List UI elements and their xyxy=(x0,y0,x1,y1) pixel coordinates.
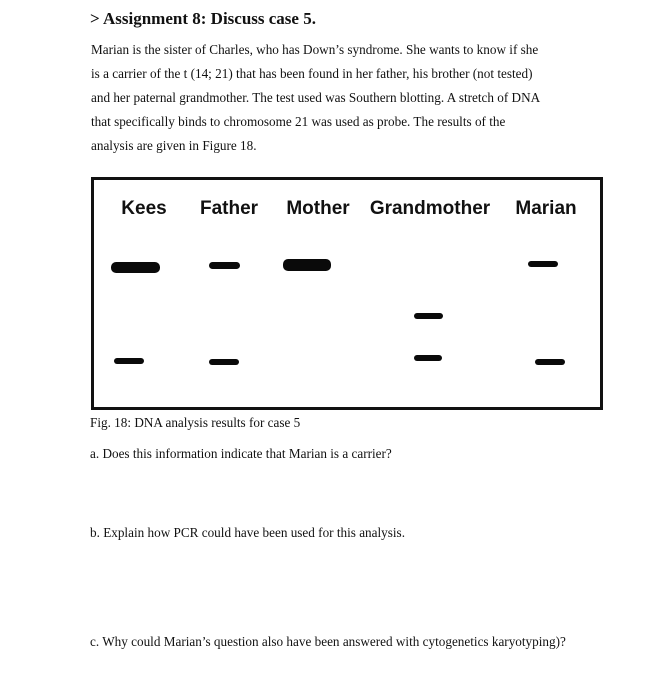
lane-label-grandmother: Grandmother xyxy=(369,198,491,219)
band-father-lower xyxy=(209,359,239,365)
band-mother-upper xyxy=(283,259,331,271)
band-kees-upper xyxy=(111,262,160,273)
lane-label-father: Father xyxy=(199,198,259,219)
southern-blot-figure xyxy=(91,177,603,410)
band-grandmother-middle xyxy=(414,313,443,319)
band-kees-lower xyxy=(114,358,144,364)
lane-label-kees: Kees xyxy=(121,198,167,219)
lane-label-mother: Mother xyxy=(286,198,350,219)
band-father-upper xyxy=(209,262,240,269)
paragraph-line: analysis are given in Figure 18. xyxy=(91,138,257,153)
paragraph-line: is a carrier of the t (14; 21) that has been found in her father, his brother (not tested) xyxy=(91,66,533,81)
case-description xyxy=(91,38,591,158)
assignment-heading: > Assignment 8: Discuss case 5. xyxy=(90,9,316,28)
question-c: c. Why could Marian’s question also have been answered with cytogenetics karyotyping)? xyxy=(90,634,566,649)
question-a: a. Does this information indicate that Marian is a carrier? xyxy=(90,446,392,461)
paragraph-line: that specifically binds to chromosome 21 was used as probe. The results of the xyxy=(91,114,506,129)
band-marian-lower xyxy=(535,359,565,365)
band-marian-upper xyxy=(528,261,558,267)
question-b: b. Explain how PCR could have been used for this analysis. xyxy=(90,525,405,540)
paragraph-line: Marian is the sister of Charles, who has Down’s syndrome. She wants to know if she xyxy=(91,42,539,57)
paragraph-line: and her paternal grandmother. The test used was Southern blotting. A stretch of DNA xyxy=(91,90,541,105)
band-grandmother-lower xyxy=(414,355,442,361)
figure-caption: Fig. 18: DNA analysis results for case 5 xyxy=(90,415,301,430)
lane-label-marian: Marian xyxy=(515,198,577,219)
